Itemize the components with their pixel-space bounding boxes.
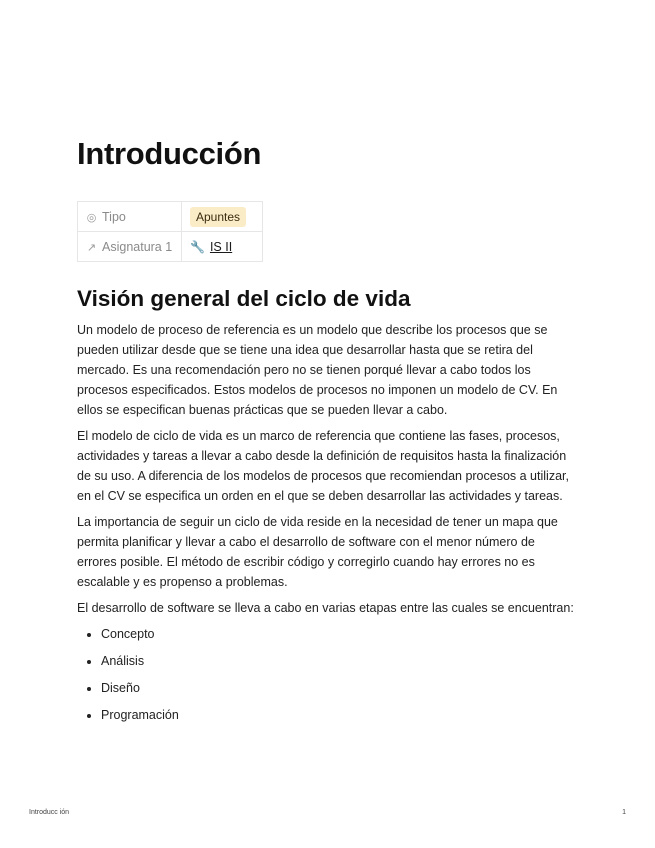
property-value-asignatura[interactable] [182,232,263,262]
paragraph: La importancia de seguir un ciclo de vida reside en la necesidad de tener un mapa que permita planificar y llevar a cabo el desarrollo de software con el menor número de errores posible. El método de escribir código y corregirlo cuando hay errores no es escalable y es propenso a problemas. [77,515,558,589]
property-label: Tipo [102,209,126,224]
property-key-asignatura [78,232,182,262]
list-item: • Análisis [101,651,577,671]
section-heading: Visión general del ciclo de vida [77,286,411,311]
footer-title: Introducc ión [29,809,70,816]
relation-link-is-ii[interactable]: IS II [209,239,233,254]
property-key-tipo [78,202,182,232]
tag-apuntes[interactable]: Apuntes [190,207,246,227]
paragraph: El desarrollo de software se lleva a cabo en varias etapas entre las cuales se encuentran: [77,601,574,615]
page-number: 1 [622,809,626,816]
property-row-tipo [78,202,263,232]
property-label: Asignatura 1 [102,239,173,254]
list-item: • Programación [101,705,577,725]
target-icon: ◎ [86,211,97,224]
bullet-list [77,624,577,725]
property-value-tipo[interactable] [182,202,263,232]
properties-table [77,201,263,262]
page-title: Introducción [77,136,262,171]
list-item: • Diseño [101,678,577,698]
wrench-icon: 🔧 [190,239,205,254]
paragraph: El modelo de ciclo de vida es un marco de referencia que contiene las fases, procesos, actividades y tareas a llevar a cabo desde la definición de requisitos hasta la finalización de su uso. A diferencia de los modelos de procesos que recomiendan procesos a utilizar, en el CV se especifica un orden en el que se deben desarrollar las actividades y tareas. [77,429,569,503]
section-body [77,320,577,732]
property-row-asignatura [78,232,263,262]
arrow-up-right-icon: ↗ [86,241,97,254]
list-item: • Concepto [101,624,577,644]
paragraph: Un modelo de proceso de referencia es un modelo que describe los procesos que se pueden utilizar desde que se tiene una idea que desarrollar hasta que se retira del mercado. Es una recomendación pero no se tienen porqué llevar a cabo todos los procesos especificados. Estos modelos de procesos no imponen un modelo de CV. En ellos se especifican buenas prácticas que se pueden llevar a cabo. [77,323,558,417]
